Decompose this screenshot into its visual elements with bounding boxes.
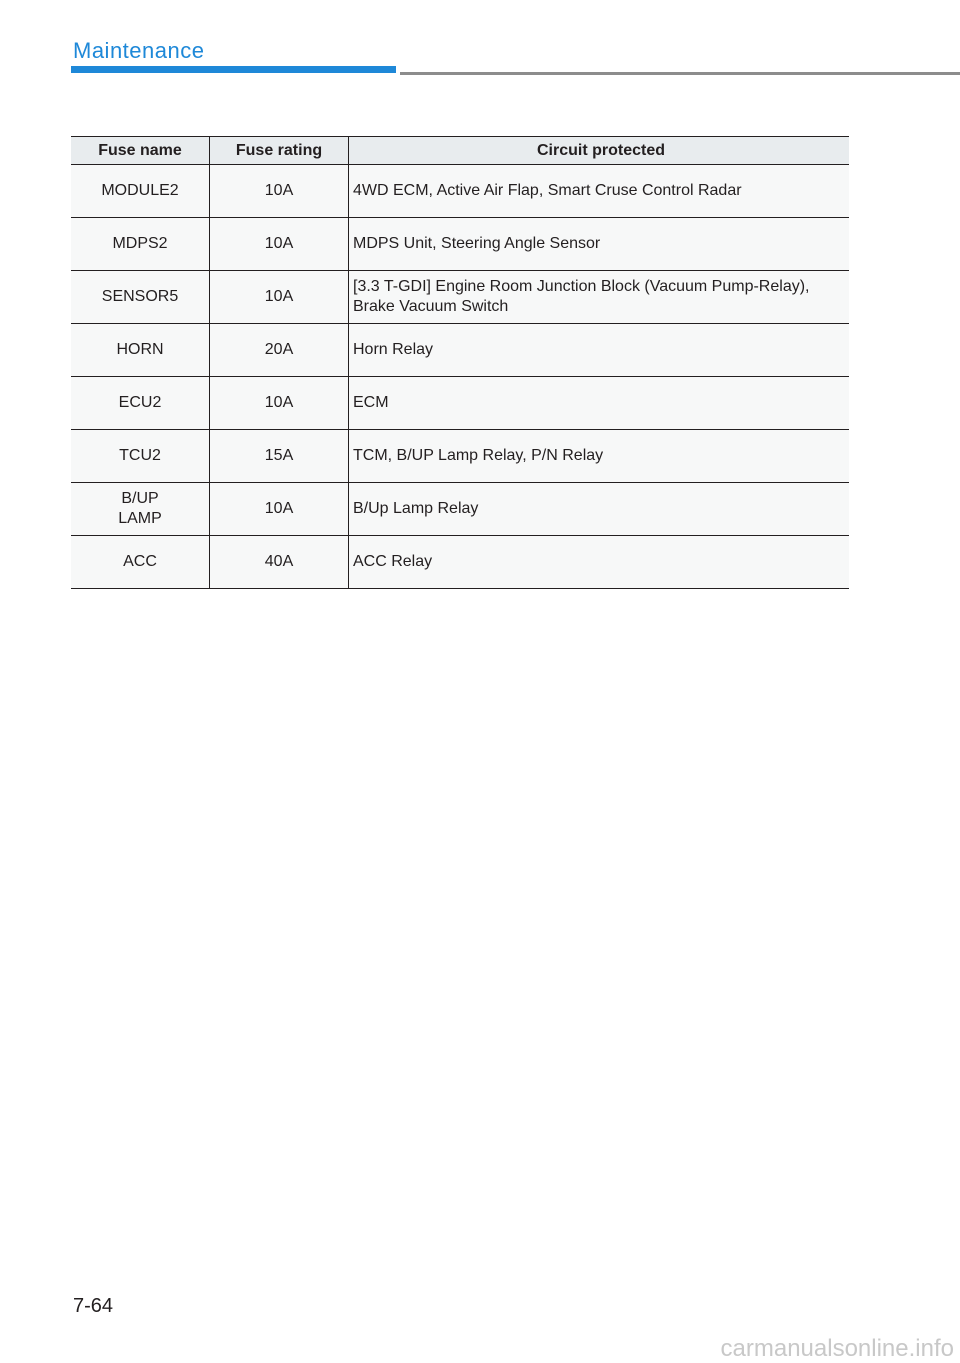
circuit-protected-cell: MDPS Unit, Steering Angle Sensor: [349, 218, 850, 271]
fuse-rating-cell: 20A: [210, 324, 349, 377]
fuse-name: ACC: [123, 553, 157, 570]
table-header-row: [71, 137, 849, 165]
column-header-fuse-rating: Fuse rating: [210, 137, 349, 165]
table-row: [71, 483, 849, 536]
header-divider: [400, 72, 960, 75]
circuit-protected-cell: B/Up Lamp Relay: [349, 483, 850, 536]
fuse-name-cell: [71, 271, 210, 324]
fuse-rating-cell: 15A: [210, 430, 349, 483]
table-row: [71, 165, 849, 218]
fuse-name-cell: [71, 324, 210, 377]
fuse-name-cell: [71, 218, 210, 271]
fuse-name: MODULE2: [101, 182, 179, 199]
circuit-protected-cell: ECM: [349, 377, 850, 430]
fuse-table: [71, 136, 849, 589]
circuit-protected-cell: TCM, B/UP Lamp Relay, P/N Relay: [349, 430, 850, 483]
circuit-protected-cell: 4WD ECM, Active Air Flap, Smart Cruse Control Radar: [349, 165, 850, 218]
table-row: [71, 377, 849, 430]
fuse-name: B/UP LAMP: [118, 490, 162, 527]
circuit-protected-cell: ACC Relay: [349, 536, 850, 589]
page-number: 7-64: [73, 1295, 114, 1317]
section-title: Maintenance: [73, 38, 205, 63]
fuse-rating-cell: 40A: [210, 536, 349, 589]
fuse-rating-cell: 10A: [210, 377, 349, 430]
fuse-name-cell: [71, 377, 210, 430]
fuse-name: HORN: [116, 341, 164, 358]
fuse-rating-cell: 10A: [210, 218, 349, 271]
table-row: [71, 271, 849, 324]
table-row: [71, 218, 849, 271]
circuit-protected-cell: Horn Relay: [349, 324, 850, 377]
fuse-rating-cell: 10A: [210, 483, 349, 536]
fuse-name-cell: [71, 165, 210, 218]
table-row: [71, 536, 849, 589]
table-row: [71, 324, 849, 377]
column-header-fuse-name: Fuse name: [71, 137, 210, 165]
fuse-rating-cell: 10A: [210, 165, 349, 218]
header-accent-bar: [71, 66, 396, 73]
watermark: carmanualsonline.info: [720, 1335, 954, 1362]
column-header-circuit-protected: Circuit protected: [349, 137, 850, 165]
fuse-name: ECU2: [118, 394, 162, 411]
fuse-rating-cell: 10A: [210, 271, 349, 324]
fuse-name: SENSOR5: [101, 288, 179, 305]
fuse-name: TCU2: [119, 447, 161, 464]
circuit-protected-cell: [3.3 T-GDI] Engine Room Junction Block (Vacuum Pump-Relay), Brake Vacuum Switch: [349, 271, 850, 324]
fuse-name: MDPS2: [112, 235, 168, 252]
fuse-name-cell: [71, 536, 210, 589]
fuse-name-cell: [71, 483, 210, 536]
table-row: [71, 430, 849, 483]
fuse-name-cell: [71, 430, 210, 483]
